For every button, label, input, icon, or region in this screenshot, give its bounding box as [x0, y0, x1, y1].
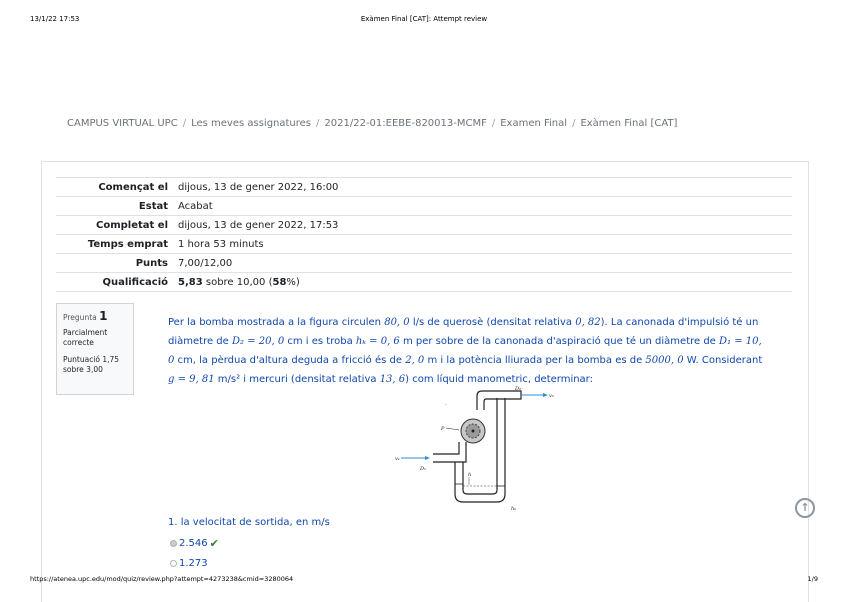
qtext-math: hₖ = 0, 6: [355, 336, 400, 347]
label-hk: hₖ: [511, 506, 517, 512]
summary-row-started: [56, 178, 792, 197]
summary-value: 1 hora 53 minuts: [178, 238, 264, 250]
qtext-math: 5000, 0: [645, 355, 684, 366]
summary-row-time: [56, 235, 792, 254]
label-v2: v₂: [549, 393, 554, 399]
scroll-to-top-icon[interactable]: ↑: [795, 498, 815, 518]
grade-close: %): [286, 276, 300, 288]
radio-button[interactable]: [170, 560, 177, 567]
summary-row-state: [56, 197, 792, 216]
qtext-part: ) com líquid manometric, determinar:: [405, 374, 593, 385]
print-page-title: Exàmen Final [CAT]: Attempt review: [360, 15, 488, 23]
qtext-math: g = 9, 81: [168, 374, 215, 385]
label-h: h: [468, 472, 472, 478]
summary-label: Temps emprat: [87, 238, 168, 250]
subquestion-1-text: 1. la velocitat de sortida, en m/s: [168, 517, 330, 528]
qtext-math: 80, 0: [384, 317, 410, 328]
label-d2: D₂: [515, 386, 522, 392]
pump-diagram: [393, 386, 563, 520]
grade-text: sobre 10,00 (: [202, 276, 273, 288]
label-v1: v₁: [395, 456, 400, 462]
print-datetime: 13/1/22 17:53: [30, 15, 80, 23]
breadcrumb: CAMPUS VIRTUAL UPC / Les meves assignatures / 2021/22-01:EEBE-820013-MCMF / Examen Final / Exàmen Final [CAT]: [67, 118, 678, 129]
breadcrumb-course[interactable]: 2021/22-01:EEBE-820013-MCMF: [324, 118, 487, 129]
summary-value: 7,00/12,00: [178, 257, 233, 269]
attempt-summary-table: [56, 177, 792, 292]
svg-text:·: ·: [445, 402, 447, 408]
qtext-part: cm i es troba: [284, 336, 356, 347]
qtext-part: W. Considerant: [683, 355, 763, 366]
summary-value: dijous, 13 de gener 2022, 16:00: [178, 181, 339, 193]
question-info-box: [56, 303, 134, 395]
summary-row-grade: [56, 273, 792, 292]
qtext-math: D₂ = 20, 0: [231, 336, 285, 347]
radio-button-selected[interactable]: [170, 540, 177, 547]
summary-value: Acabat: [178, 200, 213, 212]
answer-option-label: 2.546: [179, 538, 208, 549]
answer-option-label: 1.273: [179, 558, 208, 569]
answer-option-1[interactable]: [170, 537, 219, 550]
breadcrumb-campus[interactable]: CAMPUS VIRTUAL UPC: [67, 118, 178, 129]
summary-row-marks: [56, 254, 792, 273]
breadcrumb-my-courses[interactable]: Les meves assignatures: [191, 118, 312, 129]
answer-option-2[interactable]: [170, 558, 208, 569]
question-text: [168, 313, 768, 389]
breadcrumb-section[interactable]: Examen Final: [500, 118, 568, 129]
label-p: P: [441, 426, 445, 432]
print-page-number: 1/9: [807, 575, 818, 583]
correct-check-icon: ✔: [209, 537, 219, 550]
question-number: 1: [99, 309, 108, 323]
qtext-math: 2, 0: [405, 355, 425, 366]
qtext-part: Per la bomba mostrada a la figura circulen: [168, 317, 385, 328]
qtext-part: m/s² i mercuri (densitat relativa: [214, 374, 380, 385]
qtext-math: 13, 6: [379, 374, 406, 385]
summary-value: dijous, 13 de gener 2022, 17:53: [178, 219, 339, 231]
summary-label: Començat el: [98, 181, 168, 193]
qtext-math: 0, 82: [575, 317, 601, 328]
print-url: https://atenea.upc.edu/mod/quiz/review.php?attempt=4273238&cmid=3280064: [30, 575, 294, 583]
qtext-part: l/s de querosè (densitat relativa: [409, 317, 576, 328]
question-number-label: Pregunta: [63, 313, 97, 322]
question-grade: Puntuació 1,75 sobre 3,00: [63, 355, 120, 374]
qtext-part: m i la potència lliurada per la bomba es de: [424, 355, 646, 366]
summary-label: Completat el: [96, 219, 168, 231]
qtext-part: ). La canonada d'impulsió té un diàmetre de: [168, 317, 759, 347]
label-d1: D₁: [420, 466, 427, 472]
qtext-part: cm, la pèrdua d'altura deguda a fricció és de: [174, 355, 406, 366]
summary-label: Estat: [138, 200, 168, 212]
question-state: Parcialment correcte: [63, 328, 108, 347]
breadcrumb-quiz[interactable]: Exàmen Final [CAT]: [580, 118, 678, 129]
summary-label: Qualificació: [102, 276, 168, 288]
summary-row-completed: [56, 216, 792, 235]
grade-score: 5,83: [178, 276, 203, 288]
summary-label: Punts: [135, 257, 168, 269]
qtext-math: D₁ = 10, 0: [168, 336, 762, 366]
summary-value: [174, 273, 792, 292]
qtext-part: m per sobre de la canonada d'aspiració que té un diàmetre de: [399, 336, 720, 347]
grade-percent: 58: [272, 276, 287, 288]
